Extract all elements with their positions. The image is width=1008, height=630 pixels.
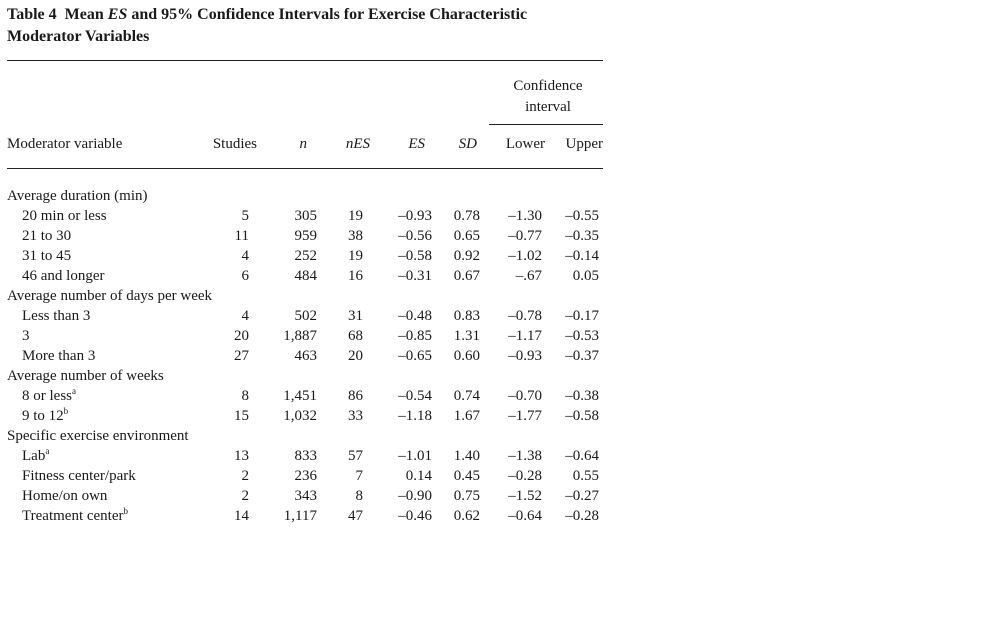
cell-sd: 0.75	[453, 488, 480, 504]
cell-sd: 0.92	[453, 248, 480, 264]
cell-n: 305	[294, 208, 317, 224]
cell-nes: 47	[348, 508, 363, 524]
header-lower: Lower	[505, 136, 545, 152]
table-row	[7, 266, 607, 286]
cell-n: 959	[294, 228, 317, 244]
cell-nes: 8	[355, 488, 363, 504]
cell-sd: 0.74	[453, 388, 480, 404]
table-label: Table 4	[7, 6, 57, 23]
cell-studies: 14	[234, 508, 249, 524]
row-label	[22, 346, 95, 366]
cell-studies: 13	[234, 448, 249, 464]
group-header-row	[7, 366, 607, 386]
cell-upper: 0.05	[572, 268, 599, 284]
cell-sd: 0.60	[453, 348, 480, 364]
cell-studies: 2	[241, 488, 249, 504]
cell-es: –0.65	[398, 348, 432, 364]
cell-n: 484	[294, 268, 317, 284]
cell-n: 343	[294, 488, 317, 504]
cell-lower: –1.52	[508, 488, 542, 504]
cell-nes: 7	[355, 468, 363, 484]
cell-studies: 6	[241, 268, 249, 284]
cell-lower: –0.93	[508, 348, 542, 364]
row-label	[22, 206, 107, 226]
group-title: Average duration (min)	[7, 188, 148, 204]
row-label	[22, 406, 68, 426]
cell-nes: 31	[348, 308, 363, 324]
footnote-marker: b	[123, 506, 128, 516]
cell-n: 1,451	[283, 388, 317, 404]
row-label-text: 8 or less	[22, 388, 72, 404]
cell-es: –1.01	[398, 448, 432, 464]
cell-nes: 19	[348, 208, 363, 224]
cell-nes: 16	[348, 268, 363, 284]
row-label	[22, 306, 90, 326]
cell-studies: 20	[234, 328, 249, 344]
cell-sd: 1.67	[453, 408, 480, 424]
cell-upper: –0.64	[565, 448, 599, 464]
cell-n: 502	[294, 308, 317, 324]
cell-lower: –0.70	[508, 388, 542, 404]
table-row	[7, 346, 607, 366]
row-label-text: 9 to 12	[22, 408, 64, 424]
table-row	[7, 306, 607, 326]
cell-upper: –0.37	[565, 348, 599, 364]
cell-es: –0.46	[398, 508, 432, 524]
cell-nes: 68	[348, 328, 363, 344]
top-rule	[7, 60, 603, 61]
cell-es: –0.56	[398, 228, 432, 244]
row-label-text: More than 3	[22, 348, 96, 364]
cell-sd: 0.78	[453, 208, 480, 224]
cell-lower: –1.30	[508, 208, 542, 224]
table-caption	[7, 4, 607, 48]
cell-studies: 4	[241, 308, 249, 324]
cell-es: –0.48	[398, 308, 432, 324]
footnote-marker: a	[45, 446, 50, 456]
cell-lower: –1.02	[508, 248, 542, 264]
header-moderator: Moderator variable	[7, 136, 123, 152]
header-studies: Studies	[212, 136, 257, 152]
header-es: ES	[408, 136, 425, 152]
ci-group-rule	[489, 124, 603, 125]
cell-es: –1.18	[398, 408, 432, 424]
cell-upper: 0.55	[572, 468, 599, 484]
cell-nes: 19	[348, 248, 363, 264]
cell-studies: 27	[234, 348, 249, 364]
header-upper: Upper	[565, 136, 603, 152]
cell-n: 236	[294, 468, 317, 484]
cell-upper: –0.53	[565, 328, 599, 344]
cell-upper: –0.55	[565, 208, 599, 224]
cell-sd: 1.40	[453, 448, 480, 464]
header-nes: nES	[345, 136, 370, 152]
cell-upper: –0.27	[565, 488, 599, 504]
cell-n: 1,117	[283, 508, 317, 524]
row-label	[22, 466, 136, 486]
caption-title-line2: Moderator Variables	[7, 28, 150, 45]
table-figure	[7, 4, 607, 524]
cell-sd: 0.62	[453, 508, 480, 524]
cell-studies: 15	[234, 408, 249, 424]
cell-n: 833	[294, 448, 317, 464]
table-row	[7, 326, 607, 346]
cell-studies: 11	[234, 228, 249, 244]
cell-lower: –1.77	[508, 408, 542, 424]
cell-n: 252	[294, 248, 317, 264]
header-n: n	[299, 136, 307, 152]
cell-lower: –0.77	[508, 228, 542, 244]
cell-upper: –0.35	[565, 228, 599, 244]
group-header-row	[7, 426, 607, 446]
cell-nes: 57	[348, 448, 363, 464]
cell-upper: –0.17	[565, 308, 599, 324]
table-row	[7, 446, 607, 466]
cell-studies: 5	[241, 208, 249, 224]
row-label-text: 21 to 30	[22, 228, 72, 244]
cell-es: –0.31	[398, 268, 432, 284]
caption-title-post: and 95% Confidence Intervals for Exercise Characteristic	[131, 6, 528, 23]
row-label	[22, 326, 30, 346]
cell-n: 463	[294, 348, 317, 364]
cell-lower: –0.78	[508, 308, 542, 324]
cell-upper: –0.14	[565, 248, 599, 264]
caption-title-pre: Mean	[64, 6, 104, 23]
cell-es: –0.85	[398, 328, 432, 344]
cell-upper: –0.28	[565, 508, 599, 524]
group-title: Average number of days per week	[7, 288, 213, 304]
row-label-text: Home/on own	[22, 488, 108, 504]
table-row	[7, 406, 607, 426]
table-row	[7, 226, 607, 246]
cell-lower: –1.17	[508, 328, 542, 344]
row-label-text: 3	[22, 328, 30, 344]
cell-lower: –1.38	[508, 448, 542, 464]
row-label-text: Less than 3	[22, 308, 91, 324]
cell-studies: 4	[241, 248, 249, 264]
cell-nes: 20	[348, 348, 363, 364]
row-label-text: Treatment center	[22, 508, 124, 524]
row-label-text: 20 min or less	[22, 208, 107, 224]
row-label	[22, 386, 76, 406]
footnote-marker: a	[72, 386, 76, 396]
cell-sd: 0.67	[453, 268, 480, 284]
header-rule	[7, 168, 603, 169]
row-label	[22, 486, 107, 506]
group-header-row	[7, 186, 607, 206]
cell-studies: 2	[241, 468, 249, 484]
cell-es: –0.93	[398, 208, 432, 224]
footnote-marker: b	[63, 406, 69, 416]
table-row	[7, 386, 607, 406]
cell-nes: 86	[348, 388, 363, 404]
row-label-text: Lab	[22, 448, 46, 464]
cell-lower: –0.28	[508, 468, 542, 484]
row-label	[22, 446, 49, 466]
caption-title-es: ES	[107, 6, 128, 23]
table-row	[7, 486, 607, 506]
cell-sd: 1.31	[453, 328, 480, 344]
header-sd: SD	[458, 136, 477, 152]
table-row	[7, 466, 607, 486]
table-row	[7, 506, 607, 526]
cell-n: 1,887	[283, 328, 317, 344]
cell-sd: 0.65	[453, 228, 480, 244]
cell-upper: –0.38	[565, 388, 599, 404]
table-row	[7, 206, 607, 226]
group-header-row	[7, 286, 607, 306]
row-label	[22, 246, 71, 266]
ci-group-header: Confidence interval	[513, 78, 583, 115]
cell-es: 0.14	[405, 468, 432, 484]
cell-upper: –0.58	[565, 408, 599, 424]
cell-es: –0.90	[398, 488, 432, 504]
cell-sd: 0.83	[453, 308, 480, 324]
cell-studies: 8	[241, 388, 249, 404]
cell-es: –0.54	[398, 388, 432, 404]
row-label	[22, 226, 71, 246]
row-label-text: 31 to 45	[22, 248, 72, 264]
cell-lower: –.67	[515, 268, 542, 284]
cell-lower: –0.64	[508, 508, 542, 524]
cell-nes: 38	[348, 228, 363, 244]
cell-sd: 0.45	[453, 468, 480, 484]
row-label	[22, 506, 128, 526]
group-title: Specific exercise environment	[7, 428, 189, 444]
table-row	[7, 246, 607, 266]
row-label-text: 46 and longer	[22, 268, 105, 284]
cell-es: –0.58	[398, 248, 432, 264]
group-title: Average number of weeks	[7, 368, 164, 384]
row-label-text: Fitness center/park	[22, 468, 136, 484]
cell-nes: 33	[348, 408, 363, 424]
row-label	[22, 266, 104, 286]
cell-n: 1,032	[283, 408, 317, 424]
